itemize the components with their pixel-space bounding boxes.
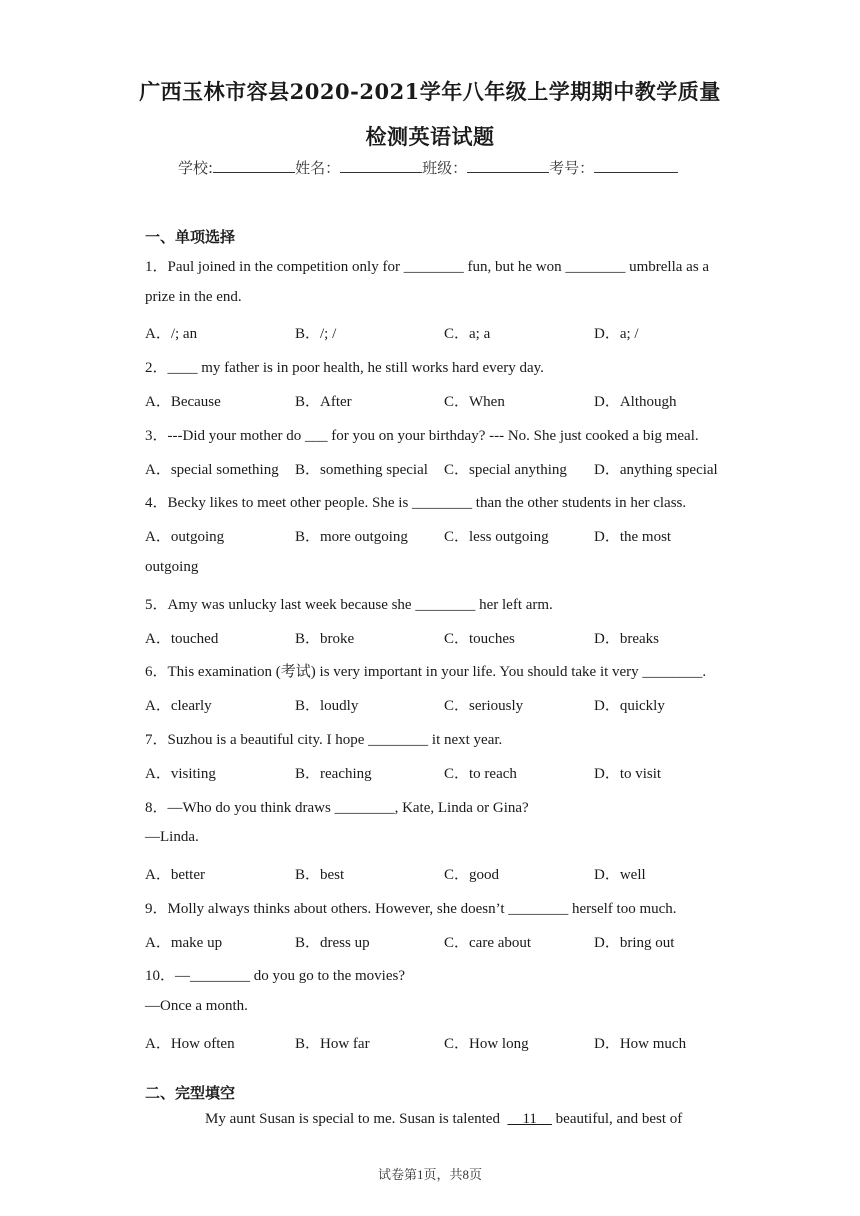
option-a: A．touched (145, 631, 219, 647)
option-a: A．visiting (145, 766, 216, 782)
option-b: B．more outgoing (295, 529, 408, 545)
school-blank (213, 158, 295, 173)
name-blank (340, 158, 422, 173)
option-c: C．special anything (444, 462, 567, 478)
option-b: B．reaching (295, 766, 372, 782)
option-b: B．best (295, 867, 345, 883)
option-d: D．to visit (594, 766, 662, 782)
question-1-text: 1．Paul joined in the competition only for ________ fun, but he won ________ umbrella as a (145, 259, 710, 275)
class-blank (467, 158, 549, 173)
question-6-options (145, 694, 745, 714)
option-c: C．care about (444, 935, 532, 951)
option-c: C．good (444, 867, 500, 883)
name-label: 姓名： (295, 159, 341, 177)
option-a: A．clearly (145, 698, 212, 714)
question-10-answer: —Once a month. (145, 998, 248, 1014)
option-a: A．outgoing (145, 529, 225, 545)
question-10-options (145, 1032, 745, 1052)
option-d: D．anything special (594, 462, 718, 478)
option-c: C．How long (444, 1036, 529, 1052)
option-a: A．make up (145, 935, 223, 951)
option-b: B．How far (295, 1036, 370, 1052)
option-d: D．the most (594, 529, 672, 545)
question-5-text: 5．Amy was unlucky last week because she ________ her left arm. (145, 597, 553, 613)
exam-number-label: 考号： (549, 159, 595, 177)
option-c: C．touches (444, 631, 515, 647)
option-d: D．well (594, 867, 646, 883)
option-a: A．How often (145, 1036, 235, 1052)
question-2-options (145, 390, 745, 410)
option-b: B．broke (295, 631, 355, 647)
option-a: A．better (145, 867, 205, 883)
option-b: B．something special (295, 462, 428, 478)
student-info-row (178, 157, 678, 178)
question-7-text: 7．Suzhou is a beautiful city. I hope ________ it next year. (145, 732, 503, 748)
option-a: A．special something (145, 462, 279, 478)
option-d: D．Although (594, 394, 677, 410)
cloze-text-before: My aunt Susan is special to me. Susan is talented (205, 1111, 504, 1127)
option-c: C．seriously (444, 698, 524, 714)
question-2-text: 2．____ my father is in poor health, he still works hard every day. (145, 360, 544, 376)
question-3-options (145, 458, 745, 478)
cloze-passage-line (205, 1111, 682, 1128)
question-3-text: 3．---Did your mother do ___ for you on your birthday? --- No. She just cooked a big meal. (145, 428, 699, 444)
question-7-options (145, 762, 745, 782)
question-6-text: 6．This examination (考试) is very important in your life. You should take it very ________. (145, 664, 707, 680)
question-4-option-d-wrap: outgoing (145, 559, 199, 575)
question-8-options (145, 863, 745, 883)
question-10-text: 10．—________ do you go to the movies? (145, 968, 405, 984)
section-heading-cloze: 二、完型填空 (145, 1084, 236, 1102)
exam-number-blank (594, 158, 678, 173)
option-b: B．After (295, 394, 352, 410)
school-label: 学校: (178, 159, 214, 177)
question-8-answer: —Linda. (145, 829, 199, 845)
exam-title-line1: 广西玉林市容县2020-2021学年八年级上学期期中教学质量 (139, 79, 721, 104)
question-5-options (145, 627, 745, 647)
class-label: 班级： (422, 159, 468, 177)
option-d: D．bring out (594, 935, 675, 951)
option-d: D．How much (594, 1036, 687, 1052)
option-c: C．to reach (444, 766, 517, 782)
question-9-options (145, 931, 745, 951)
option-d: D．quickly (594, 698, 665, 714)
question-8-text: 8．—Who do you think draws ________, Kate, Linda or Gina? (145, 800, 529, 816)
option-b: B．dress up (295, 935, 370, 951)
option-a: A．Because (145, 394, 221, 410)
option-c: C．less outgoing (444, 529, 549, 545)
section-heading-single-choice: 一、单项选择 (145, 228, 236, 246)
cloze-blank-number: 11 (522, 1111, 537, 1127)
exam-title-line2: 检测英语试题 (365, 124, 495, 149)
option-c: C．When (444, 394, 505, 410)
option-b: B．/; / (295, 326, 337, 342)
option-a: A．/; an (145, 326, 198, 342)
question-4-text: 4．Becky likes to meet other people. She is ________ than the other students in her class. (145, 495, 687, 511)
question-1-options (145, 322, 745, 342)
question-4-options (145, 525, 745, 545)
cloze-blank-11 (507, 1111, 551, 1127)
option-b: B．loudly (295, 698, 359, 714)
option-d: D．a; / (594, 326, 639, 342)
option-c: C．a; a (444, 326, 491, 342)
cloze-text-after: beautiful, and best of (551, 1111, 683, 1127)
option-d: D．breaks (594, 631, 659, 647)
question-9-text: 9．Molly always thinks about others. However, she doesn’t ________ herself too much. (145, 901, 677, 917)
question-1-text-cont: prize in the end. (145, 289, 242, 305)
page-footer: 试卷第1页，共8页 (377, 1167, 482, 1182)
